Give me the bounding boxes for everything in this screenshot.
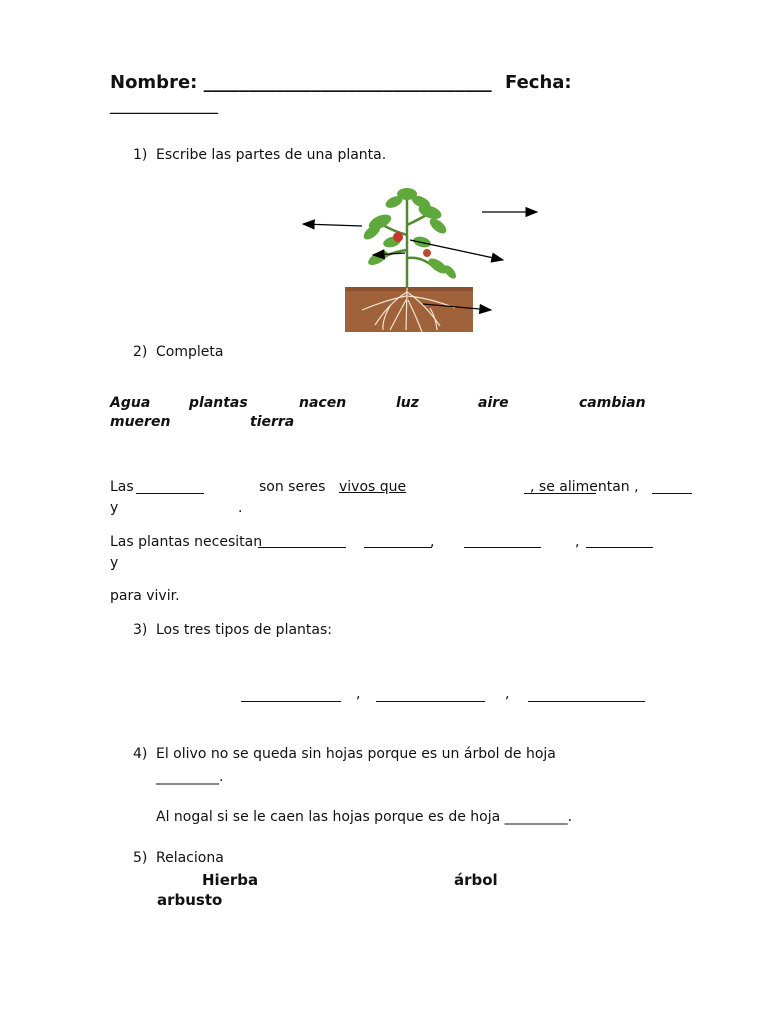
fill-blank[interactable] bbox=[586, 547, 653, 548]
leaves bbox=[361, 188, 458, 281]
q3-number: 3) bbox=[133, 622, 148, 638]
q5-text: Relaciona bbox=[156, 850, 224, 866]
fill-blank[interactable] bbox=[364, 547, 432, 548]
word-bank-item: plantas bbox=[189, 395, 248, 411]
word-bank-item: luz bbox=[396, 395, 419, 411]
word-bank-item: aire bbox=[478, 395, 509, 411]
sentence1-part: , se alimentan , bbox=[530, 479, 639, 495]
fill-blank[interactable] bbox=[464, 547, 541, 548]
word-bank-item: cambian bbox=[579, 395, 646, 411]
q4-line2: Al nogal si se le caen las hojas porque es de hoja _________. bbox=[156, 809, 573, 825]
plant-illustration bbox=[290, 180, 550, 338]
q1-number: 1) bbox=[133, 147, 148, 163]
fill-blank[interactable] bbox=[652, 493, 692, 494]
q2-text: Completa bbox=[156, 344, 224, 360]
fill-blank[interactable] bbox=[528, 701, 645, 702]
sentence3: para vivir. bbox=[110, 588, 180, 604]
q3-separator: , bbox=[505, 686, 510, 702]
sentence1-part: y bbox=[110, 500, 119, 516]
q3-separator: , bbox=[356, 686, 361, 702]
q4-line1-blank[interactable]: _________. bbox=[156, 769, 224, 785]
fill-blank[interactable] bbox=[241, 701, 341, 702]
sentence2-part: , bbox=[430, 534, 435, 550]
fill-blank[interactable] bbox=[376, 701, 485, 702]
fill-blank[interactable] bbox=[136, 493, 204, 494]
sentence2-part: Las plantas necesitan bbox=[110, 534, 263, 550]
fecha-blank[interactable]: ____________ bbox=[110, 94, 218, 115]
match-item[interactable]: árbol bbox=[454, 871, 498, 889]
nombre-label: Nombre: ________________________________ bbox=[110, 72, 492, 93]
word-bank-item: nacen bbox=[299, 395, 347, 411]
sentence1-part: . bbox=[238, 500, 243, 516]
sentence1-part: Las bbox=[110, 479, 134, 495]
sentence2-part: y bbox=[110, 555, 119, 571]
q1-text: Escribe las partes de una planta. bbox=[156, 147, 387, 163]
q4-number: 4) bbox=[133, 746, 148, 762]
sentence1-part: son seres bbox=[259, 479, 326, 495]
q2-number: 2) bbox=[133, 344, 148, 360]
q3-text: Los tres tipos de plantas: bbox=[156, 622, 332, 638]
sentence1-part: vivos que bbox=[339, 479, 407, 495]
tomato-fruit bbox=[393, 232, 403, 242]
word-bank-item: Agua bbox=[110, 395, 151, 411]
fecha-label: Fecha: bbox=[505, 72, 572, 93]
word-bank-item: mueren bbox=[110, 414, 171, 430]
match-item[interactable]: arbusto bbox=[157, 891, 223, 909]
sentence2-part: , bbox=[575, 534, 580, 550]
word-bank-item: tierra bbox=[250, 414, 295, 430]
q4-line1: El olivo no se queda sin hojas porque es un árbol de hoja bbox=[156, 746, 556, 762]
q5-number: 5) bbox=[133, 850, 148, 866]
tomato-fruit bbox=[423, 249, 431, 257]
match-item[interactable]: Hierba bbox=[202, 871, 259, 889]
fill-blank[interactable] bbox=[258, 547, 346, 548]
